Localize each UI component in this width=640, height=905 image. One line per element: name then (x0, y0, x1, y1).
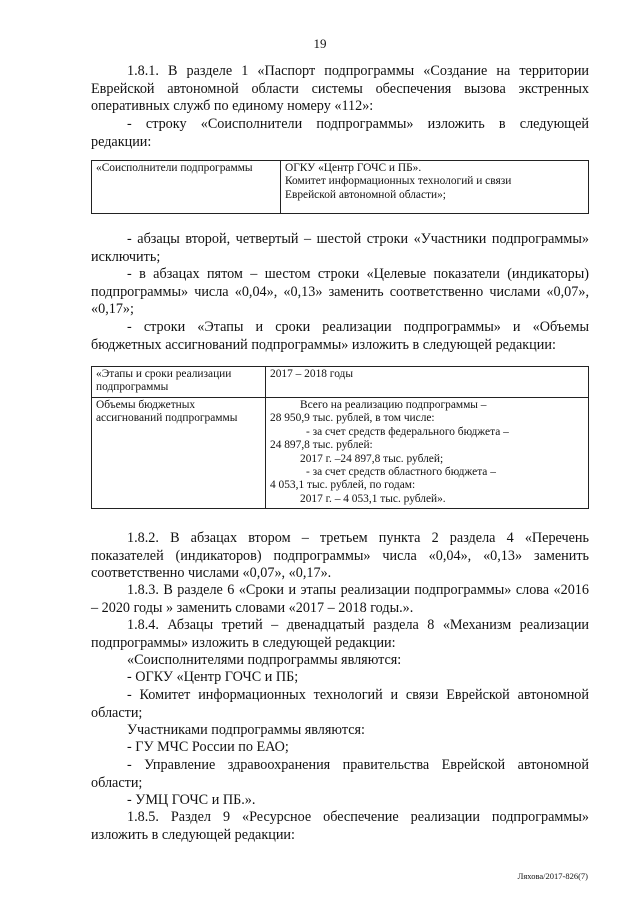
cell-line: Объемы бюджетных (96, 399, 196, 411)
soispolniteli-table (91, 160, 589, 214)
paragraph-soispolnitelyami: «Соисполнителями подпрограммы являются: (127, 652, 402, 668)
cell-line: ОГКУ «Центр ГОЧС и ПБ». (285, 162, 422, 174)
paragraph-ogku: - ОГКУ «Центр ГОЧС и ПБ; (127, 669, 299, 685)
page-number: 19 (313, 36, 327, 51)
cell-line: «Этапы и сроки реализации (96, 368, 232, 380)
cell-line: подпрограммы (96, 381, 169, 394)
cell-line: 4 053,1 тыс. рублей, по годам: (270, 479, 416, 492)
table-row (92, 398, 589, 509)
cell-line: 2017 г. – 4 053,1 тыс. рублей». (300, 492, 446, 505)
cell-line: 28 950,9 тыс. рублей, в том числе: (270, 412, 435, 425)
table-cell-value (266, 367, 589, 398)
cell-line: Еврейской автономной области»; (285, 188, 446, 201)
paragraph-upravlenie: - Управление здравоохранения правительства Еврейской автономной области; (91, 757, 589, 791)
cell-line: 2017 – 2018 годы (270, 368, 354, 380)
table-cell-value (266, 398, 589, 509)
paragraph-1-8-1: 1.8.1. В разделе 1 «Паспорт подпрограммы «Создание на территории Еврейской автономной области системы обеспечения вызова экстренных оперативных служб по единому номеру «112»: (91, 63, 589, 114)
paragraph-indikatory: - в абзацах пятом – шестом строки «Целевые показатели (индикаторы) подпрограммы» числа «0,04», «0,13» заменить соответственно числами «0,07», «0,17»; (91, 266, 589, 317)
cell-line: ассигнований подпрограммы (96, 412, 238, 425)
paragraph-1-8-4: 1.8.4. Абзацы третий – двенадцатый раздела 8 «Механизм реализации подпрограммы» изложить в следующей редакции: (91, 617, 589, 651)
table-cell-value (281, 161, 589, 214)
paragraph-uchastniki: - абзацы второй, четвертый – шестой строки «Участники подпрограммы» исключить; (91, 231, 589, 265)
table-cell-label (92, 161, 281, 214)
paragraph-komitet: - Комитет информационных технологий и связи Еврейской автономной области; (91, 687, 589, 721)
table-cell-label (92, 367, 266, 398)
paragraph-gu-mchs: - ГУ МЧС России по ЕАО; (127, 739, 289, 755)
cell-line: Комитет информационных технологий и связи (285, 175, 512, 188)
paragraph-1-8-3: 1.8.3. В разделе 6 «Сроки и этапы реализации подпрограммы» слова «2016 – 2020 годы » заменить словами «2017 – 2018 годы.». (91, 582, 589, 616)
cell-line: Всего на реализацию подпрограммы – (300, 399, 487, 411)
paragraph-etapy: - строки «Этапы и сроки реализации подпрограммы» и «Объемы бюджетных ассигнований подпрограммы» изложить в следующей редакции: (91, 319, 589, 353)
table-row (92, 367, 589, 398)
cell-line: - за счет средств федерального бюджета – (306, 425, 509, 438)
table-cell-label (92, 398, 266, 509)
paragraph-soispolniteli-line: - строку «Соисполнители подпрограммы» изложить в следующей редакции: (91, 116, 589, 150)
cell-text: «Соисполнители подпрограммы (96, 162, 253, 174)
table-row (92, 161, 589, 214)
cell-line: - за счет средств областного бюджета – (306, 466, 496, 479)
paragraph-umc: - УМЦ ГОЧС и ПБ.». (127, 792, 256, 808)
cell-line: 24 897,8 тыс. рублей: (270, 439, 373, 452)
paragraph-1-8-2: 1.8.2. В абзацах втором – третьем пункта 2 раздела 4 «Перечень показателей (индикаторов) подпрограммы» числа «0,04», «0,13» заменить соответственно числами «0,07», «0,17». (91, 530, 589, 581)
paragraph-1-8-5: 1.8.5. Раздел 9 «Ресурсное обеспечение реализации подпрограммы» изложить в следующей редакции: (91, 809, 589, 843)
cell-line: 2017 г. –24 897,8 тыс. рублей; (300, 452, 444, 465)
paragraph-uchastnikami: Участниками подпрограммы являются: (127, 722, 365, 738)
etapy-obemy-table (91, 366, 589, 509)
document-code: Ляхова/2017-826(7) (517, 871, 588, 881)
